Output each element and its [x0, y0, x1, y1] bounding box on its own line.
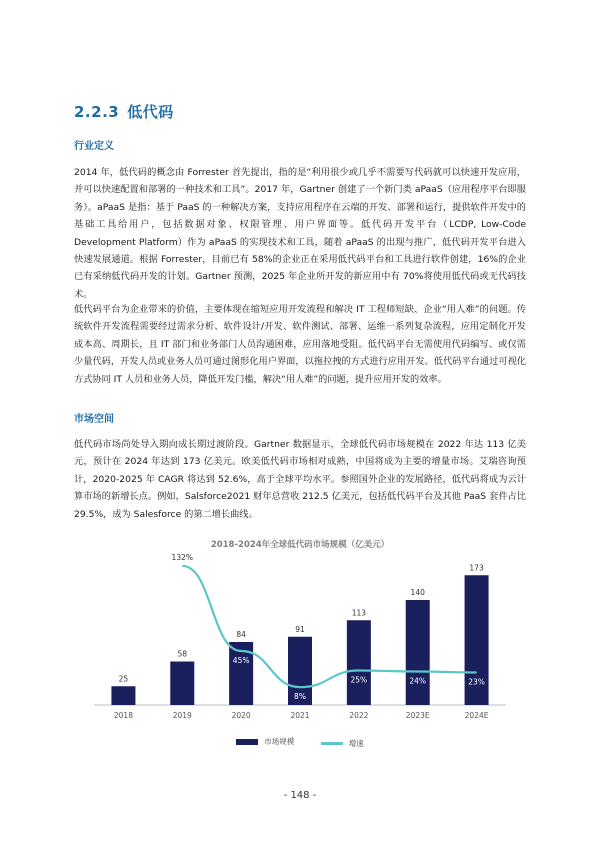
- paragraph-value: 低代码平台为企业带来的价值，主要体现在缩短应用开发流程和解决 IT 工程师短缺、企业“用人难”的问题。传统软件开发流程需要经过需求分析、软件设计/开发、软件测试、部署、运维一系列复杂流程，应用定制化开发成本高、周期长，且 IT 部门和业务部门人员沟通困难，应用落地受阻。低代码平台无需使用代码编写、或仅需少量代码，开发人员或业务人员可通过图形化用户界面，以拖拉拽的方式进行应用开发。低代码平台通过可视化方式协同 IT 人员和业务人员，降低开发门槛，解决“用人难”的问题，提升应用开发的效率。: [74, 304, 526, 385]
- x-tick-label: 2020: [231, 711, 251, 720]
- bar-value-label: 113: [351, 608, 367, 618]
- bar-value-label: 84: [236, 630, 246, 639]
- growth-line: [182, 566, 476, 687]
- market-size-chart: [74, 530, 526, 770]
- bar: [170, 662, 194, 706]
- growth-value-label: 25%: [350, 675, 368, 685]
- growth-value-label: 45%: [232, 655, 250, 665]
- legend-line-swatch: [321, 742, 343, 745]
- bar-value-label: 25: [118, 674, 129, 684]
- chart-legend: [74, 736, 526, 749]
- bar: [111, 686, 135, 705]
- bar: [406, 600, 430, 705]
- x-tick-label: 2021: [290, 711, 310, 720]
- bar-value-label: 140: [410, 588, 425, 597]
- legend-bar-swatch: [236, 739, 258, 745]
- x-tick-label: 2022: [349, 711, 369, 720]
- section-number: 2.2.3: [74, 103, 120, 121]
- x-tick-label: 2019: [172, 711, 192, 720]
- subheading-market-space: 市场空间: [74, 414, 114, 425]
- bar-value-label: 173: [469, 563, 484, 573]
- bar-value-label: 91: [295, 624, 305, 634]
- paragraph-market: 低代码市场尚处导入期向成长期过渡阶段。Gartner 数据显示，全球低代码市场规模在 2022 年达 113 亿美元，预计在 2024 年达到 173 亿美元。欧美低代码市场相对成熟，中国将成为主要的增量市场。艾瑞咨询预计，2020-2025 年 CAGR 将达到 52.6%，高于全球平均水平。参照国外企业的发展路径，低代码将成为云计算市场的新增长点。例如，Salsforce2021 财年总营收 212.5 亿美元，包括低代码平台及其他 PaaS 套件占比 29.5%，成为 Salesforce 的第二增长曲线。: [74, 439, 526, 520]
- legend-bar: [236, 736, 294, 747]
- legend-line: [321, 738, 364, 749]
- growth-value-label: 23%: [468, 677, 485, 687]
- bar: [347, 620, 371, 705]
- chart-title: 2018-2024年全球低代码市场规模（亿美元）: [210, 540, 390, 550]
- growth-value-label: 132%: [171, 552, 194, 562]
- x-tick-label: 2018: [113, 711, 133, 720]
- paragraph-definition: 2014 年，低代码的概念由 Forrester 首先提出，指的是“利用很少或几乎不需要写代码就可以快速开发应用，并可以快速配置和部署的一种技术和工具”。2017 年，Gartner 创建了一个新门类 aPaaS（应用程序平台即服务）。aPaaS 是指：基于 PaaS 的一种解决方案，支持应用程序在云端的开发、部署和运行，提供软件开发中的基础工具给用户，包括数据对象、权限管理、用户界面等。低代码开发平台（LCDP, Low-Code Development Platform）作为 aPaaS 的实现技术和工具，随着 aPaaS 的出现与推广，低代码开发平台进入快速发展通道。根据 Forrester，目前已有 58%的企业正在采用低代码平台和工具进行软件创建，16%的企业已有采纳低代码开发的计划。Gartner 预测，2025 年企业所开发的新应用中有 70%将使用低代码或无代码技术。: [74, 167, 526, 300]
- growth-value-label: 8%: [294, 692, 306, 702]
- growth-value-label: 24%: [409, 676, 427, 686]
- bar-value-label: 58: [177, 649, 188, 659]
- page-number: - 148 -: [283, 790, 317, 801]
- section-title: 低代码: [127, 103, 174, 121]
- section-heading: [74, 101, 174, 122]
- subheading-industry-definition: 行业定义: [74, 141, 114, 152]
- x-tick-label: 2023E: [405, 711, 430, 720]
- legend-bar-label: 市场规模: [264, 737, 295, 746]
- legend-line-label: 增速: [348, 738, 364, 748]
- chart-canvas: [74, 530, 526, 730]
- x-tick-label: 2024E: [464, 711, 489, 720]
